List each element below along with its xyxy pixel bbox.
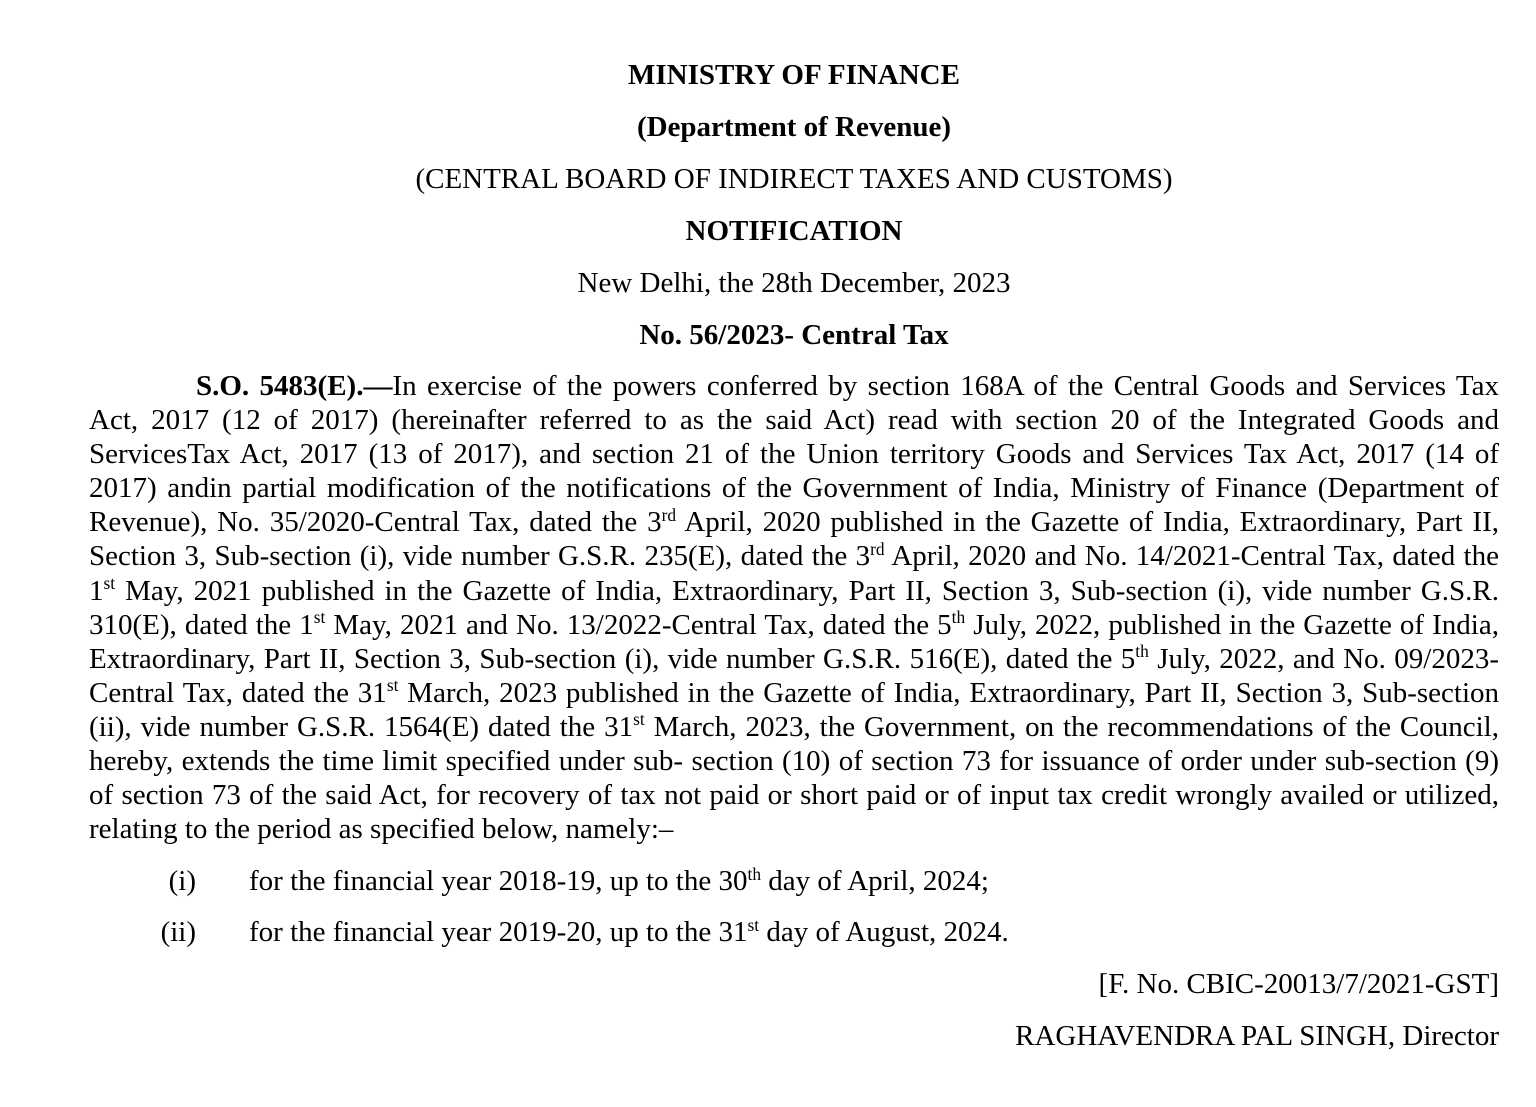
body-text-segment: July, 2022, and No. 09/2023-Central Tax, dated the 31 (89, 642, 1499, 709)
signatory: RAGHAVENDRA PAL SINGH, Director (1015, 1020, 1499, 1053)
ordinal-suffix: st (633, 709, 645, 730)
body-paragraph (89, 369, 1499, 846)
period-list (89, 856, 1499, 958)
ordinal-suffix: rd (870, 538, 885, 559)
body-text-segment: March, 2023 published in the Gazette of India, Extraordinary, Part II, Section 3, Sub-section (ii), vide number G.S.R. 1564(E) dated the 31 (89, 676, 1500, 743)
ordinal-suffix: th (1135, 640, 1149, 661)
notification-title: NOTIFICATION (685, 215, 903, 247)
list-item-tail: day of August, 2024. (759, 916, 1009, 949)
board-heading: (CENTRAL BOARD OF INDIRECT TAXES AND CUSTOMS) (415, 163, 1173, 195)
notification-number: No. 56/2023- Central Tax (639, 319, 949, 351)
ordinal-suffix: th (747, 863, 762, 884)
department-heading: (Department of Revenue) (636, 111, 952, 143)
ordinal-suffix: st (386, 675, 399, 696)
list-item-main: for the financial year 2019-20, up to the 31 (249, 916, 748, 949)
body-text-segment: May, 2021 published in the Gazette of India, Extraordinary, Part II, Section 3, Sub-section (i), vide number G.S.R. 310(E), dated the 1 (89, 574, 1499, 641)
body-text-segment: In exercise of the powers conferred by section 168A of the Central Goods and Services Tax Act, 2017 (12 of 2017) (hereinafter referred to as the said Act) read with section 20 of the Integrated Goods and ServicesTax Act, 2017 (13 of 2017), and section 21 of the Union territory Goods and Services Tax Act, 2017 (14 of 2017) andin partial modification of the notifications of the Government of India, Ministry of Finance (Department of Revenue), No. 35/2020-Central Tax, dated the 3 (89, 370, 1499, 539)
body-text-segment: April, 2020 published in the Gazette of India, Extraordinary, Part II, Section 3, Sub-section (i), vide number G.S.R. 235(E), dated the 3 (89, 506, 1499, 573)
list-item-label: (i) (168, 865, 196, 898)
body-text-segment: July, 2022, published in the Gazette of India, Extraordinary, Part II, Section 3, Sub-section (i), vide number G.S.R. 516(E), dated the 5 (89, 608, 1499, 675)
file-number: [F. No. CBIC-20013/7/2021-GST] (1098, 968, 1499, 1001)
list-item-text (249, 856, 989, 907)
ordinal-suffix: st (103, 572, 116, 593)
list-item-text (249, 907, 1009, 958)
ordinal-suffix: st (313, 606, 326, 627)
list-item-tail: day of April, 2024; (761, 865, 989, 898)
ordinal-suffix: st (747, 914, 760, 935)
body-text-segment: April, 2020 and No. 14/2021-Central Tax, dated the 1 (89, 540, 1499, 607)
list-item-label: (ii) (160, 916, 196, 949)
list-item (89, 856, 1499, 907)
list-item-main: for the financial year 2018-19, up to the 30 (249, 865, 748, 898)
place-date: New Delhi, the 28th December, 2023 (577, 267, 1011, 299)
body-text-segment: March, 2023, the Government, on the recommendations of the Council, hereby, extends the time limit specified under sub- section (10) of section 73 for issuance of order under sub-section (9) of section 73 of the said Act, for recovery of tax not paid or short paid or of input tax credit wrongly availed or utilized, relating to the period as specified below, namely:– (89, 710, 1499, 846)
ordinal-suffix: th (951, 606, 966, 627)
so-number: S.O. 5483(E).— (196, 370, 393, 402)
notification-document (89, 49, 1499, 1062)
ordinal-suffix: rd (661, 504, 677, 525)
ministry-heading: MINISTRY OF FINANCE (628, 59, 960, 91)
body-text-segment: May, 2021 and No. 13/2022-Central Tax, dated the 5 (325, 608, 952, 641)
list-item (89, 907, 1499, 958)
